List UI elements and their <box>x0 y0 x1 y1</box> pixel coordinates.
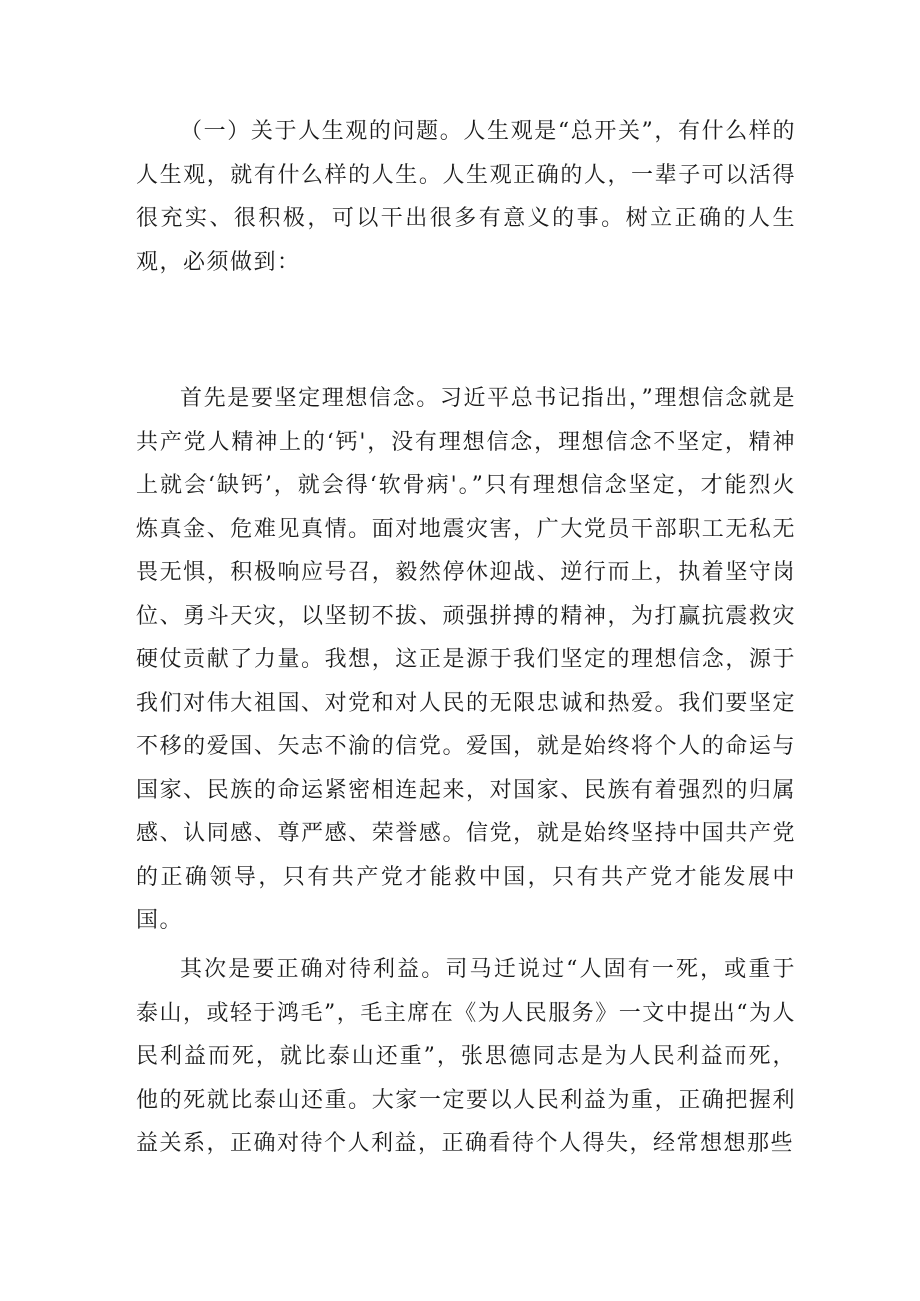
paragraph-ideals-and-beliefs <box>136 377 796 943</box>
paragraph-outlook-on-life <box>136 110 796 284</box>
paragraph-text: （一）关于人生观的问题。人生观是“总开关”，有什么样的人生观，就有什么样的人生。人生观正确的人，一辈子可以活得很充实、很积极，可以干出很多有意义的事。树立正确的人生观，必须做到： <box>136 119 796 275</box>
paragraph-treat-interests-correctly <box>136 948 796 1166</box>
paragraph-text: 首先是要坚定理想信念。习近平总书记指出，”理想信念就是共产党人精神上的‘钙'，没有理想信念，理想信念不坚定，精神上就会‘缺钙’，就会得‘软骨病'。”只有理想信念坚定，才能烈火炼真金、危难见真情。面对地震灾害，广大党员干部职工无私无畏无惧，积极响应号召，毅然停休迎战、逆行而上，执着坚守岗位、勇斗天灾，以坚韧不拔、顽强拼搏的精神，为打赢抗震救灾硬仗贡献了力量。我想，这正是源于我们坚定的理想信念，源于我们对伟大祖国、对党和对人民的无限忠诚和热爱。我们要坚定不移的爱国、矢志不渝的信党。爱国，就是始终将个人的命运与国家、民族的命运紧密相连起来，对国家、民族有着强烈的归属感、认同感、尊严感、荣誉感。信党，就是始终坚持中国共产党的正确领导，只有共产党才能救中国，只有共产党才能发展中国。 <box>136 386 796 933</box>
paragraph-text: 其次是要正确对待利益。司马迁说过“人固有一死，或重于泰山，或轻于鸿毛”，毛主席在《为人民服务》一文中提出“为人民利益而死，就比泰山还重”，张思德同志是为人民利益而死，他的死就比泰山还重。大家一定要以人民利益为重，正确把握利益关系，正确对待个人利益，正确看待个人得失，经常想想那些 <box>136 957 796 1156</box>
